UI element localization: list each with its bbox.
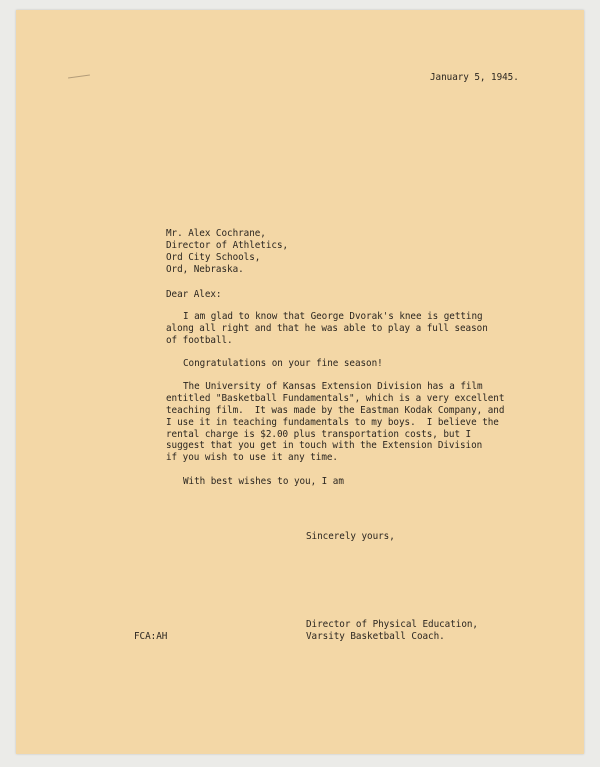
reference-initials: FCA:AH: [134, 631, 168, 642]
paper-mark: [68, 74, 90, 78]
recipient-line: Mr. Alex Cochrane,: [166, 228, 266, 239]
paragraph-line: entitled "Basketball Fundamentals", which is a very excellent: [166, 392, 505, 404]
salutation: Dear Alex:: [166, 289, 222, 300]
signature-line: Varsity Basketball Coach.: [306, 630, 445, 642]
paragraph-line: suggest that you get in touch with the Extension Division: [166, 440, 483, 452]
letter-page: [16, 10, 584, 754]
paragraph-1: [166, 311, 488, 347]
recipient-address: [166, 228, 288, 276]
signature-line: Director of Physical Education,: [306, 619, 478, 630]
signature-title: [306, 619, 478, 643]
sign-off: Sincerely yours,: [306, 531, 395, 542]
paragraph-line: teaching film. It was made by the Eastman Kodak Company, and: [166, 404, 505, 416]
paragraph-line: rental charge is $2.00 plus transportation costs, but I: [166, 428, 472, 440]
paragraph-line: of football.: [166, 334, 233, 346]
paragraph-line: along all right and that he was able to play a full season: [166, 322, 488, 334]
recipient-line: Ord, Nebraska.: [166, 263, 244, 275]
paragraph-line: The University of Kansas Extension Division has a film: [183, 381, 483, 392]
recipient-line: Director of Athletics,: [166, 239, 289, 251]
paragraph-line: if you wish to use it any time.: [166, 452, 338, 464]
paragraph-line: I use it in teaching fundamentals to my boys. I believe the: [166, 416, 499, 428]
letter-date: January 5, 1945.: [430, 72, 519, 83]
paragraph-line: I am glad to know that George Dvorak's knee is getting: [183, 311, 483, 322]
closing-line: With best wishes to you, I am: [183, 476, 344, 487]
recipient-line: Ord City Schools,: [166, 251, 261, 263]
paragraph-2: Congratulations on your fine season!: [183, 358, 383, 369]
paragraph-3: [166, 381, 504, 464]
